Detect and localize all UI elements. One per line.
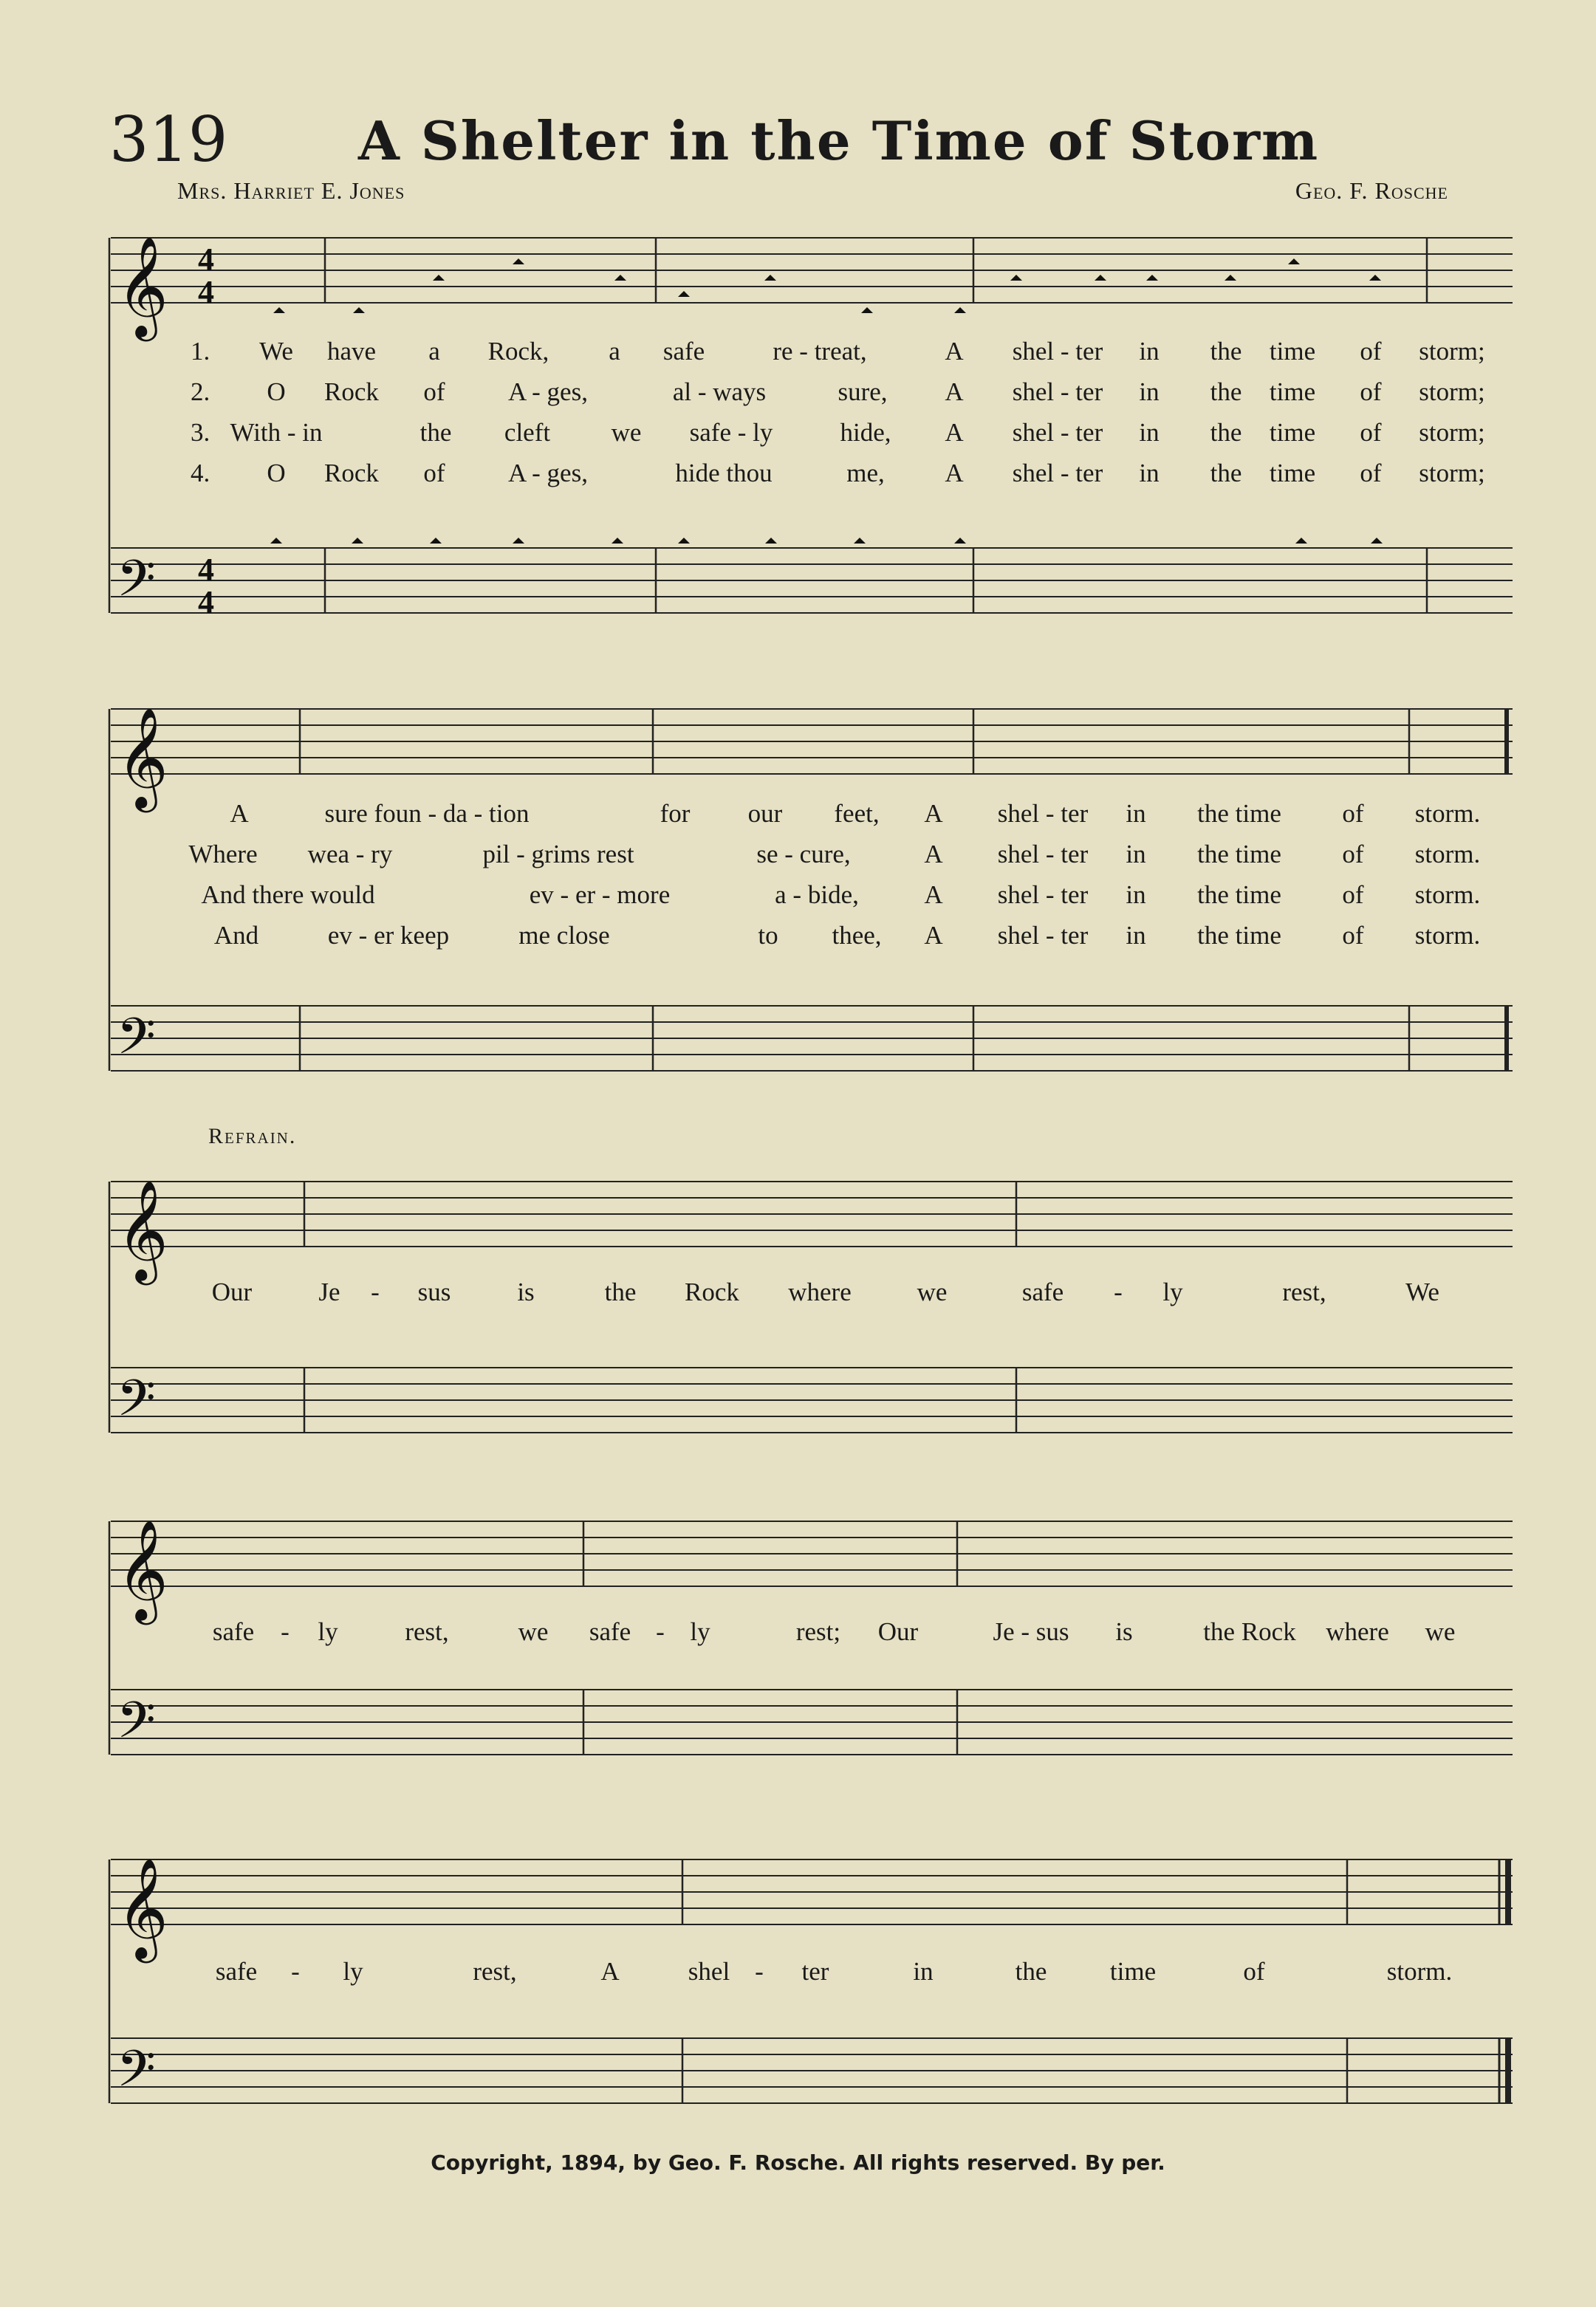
- bass-staff: [111, 548, 1513, 613]
- bass-staff: [111, 1690, 1513, 1755]
- bass-staff: [111, 1368, 1513, 1433]
- bass-clef-icon: 𝄢: [117, 1008, 156, 1078]
- refrain-line-1: Our Je - sus is the Rock where we safe - ly rest, We: [211, 1278, 1439, 1306]
- verse-number: 1.: [191, 337, 210, 366]
- time-signature-bass: 4: [198, 552, 214, 588]
- time-signature-treble-lower: 4: [198, 274, 214, 310]
- treble-clef-icon: 𝄞: [117, 235, 168, 337]
- verse-4-line-2: And ev - er keep me close to thee, A shel - ter in the time of storm.: [213, 921, 1481, 950]
- verse-1-line-1: 1. We have a Rock, a safe re - treat, A shel - ter in the time of storm;: [191, 337, 1485, 366]
- bass-clef-icon: 𝄢: [117, 1692, 156, 1762]
- verse-1-line-2: A sure foun - da - tion for our feet, A shel - ter in the time of storm.: [230, 799, 1481, 828]
- time-signature-bass-lower: 4: [198, 584, 214, 620]
- time-signature-treble: 4: [198, 241, 214, 278]
- verse-3-line-2: And there would ev - er - more a - bide, A shel - ter in the time of storm.: [201, 880, 1481, 909]
- copyright-notice: Copyright, 1894, by Geo. F. Rosche. All rights reserved. By per.: [431, 2150, 1165, 2175]
- treble-staff: [111, 238, 1513, 303]
- verse-4-line-1: 4. O Rock of A - ges, hide thou me, A shel - ter in the time of storm;: [191, 459, 1485, 487]
- bass-clef-icon: 𝄢: [117, 2040, 156, 2111]
- refrain-label: Refrain.: [208, 1124, 297, 1148]
- bass-clef-icon: 𝄢: [117, 1370, 156, 1440]
- verse-2-line-2: Where wea - ry pil - grims rest se - cure, A shel - ter in the time of storm.: [188, 840, 1481, 868]
- treble-staff: [111, 1859, 1513, 1924]
- bass-clef-icon: 𝄢: [117, 550, 156, 620]
- treble-clef-icon: 𝄞: [117, 1518, 168, 1620]
- treble-staff: [111, 1182, 1513, 1247]
- hymn-title: A Shelter in the Time of Storm: [358, 109, 1320, 172]
- hymn-number: 319: [109, 103, 228, 176]
- treble-staff: [111, 709, 1513, 774]
- notes-bass: [270, 538, 1383, 544]
- verse-2-line-1: 2. O Rock of A - ges, al - ways sure, A shel - ter in the time of storm;: [191, 377, 1485, 406]
- refrain-line-3: safe - ly rest, A shel - ter in the time of storm.: [215, 1957, 1453, 1986]
- treble-clef-icon: 𝄞: [117, 1179, 168, 1281]
- bass-staff: [111, 1006, 1513, 1071]
- author-credit: Mrs. Harriet E. Jones: [177, 177, 405, 204]
- refrain-line-2: safe - ly rest, we safe - ly rest; Our Je - sus is the Rock where we: [212, 1617, 1456, 1646]
- bass-staff: [111, 2038, 1513, 2103]
- treble-staff: [111, 1521, 1513, 1586]
- treble-clef-icon: 𝄞: [117, 706, 168, 808]
- composer-credit: Geo. F. Rosche: [1295, 177, 1448, 204]
- verse-3-line-1: 3. With - in the cleft we safe - ly hide, A shel - ter in the time of storm;: [191, 418, 1485, 447]
- treble-clef-icon: 𝄞: [117, 1857, 168, 1958]
